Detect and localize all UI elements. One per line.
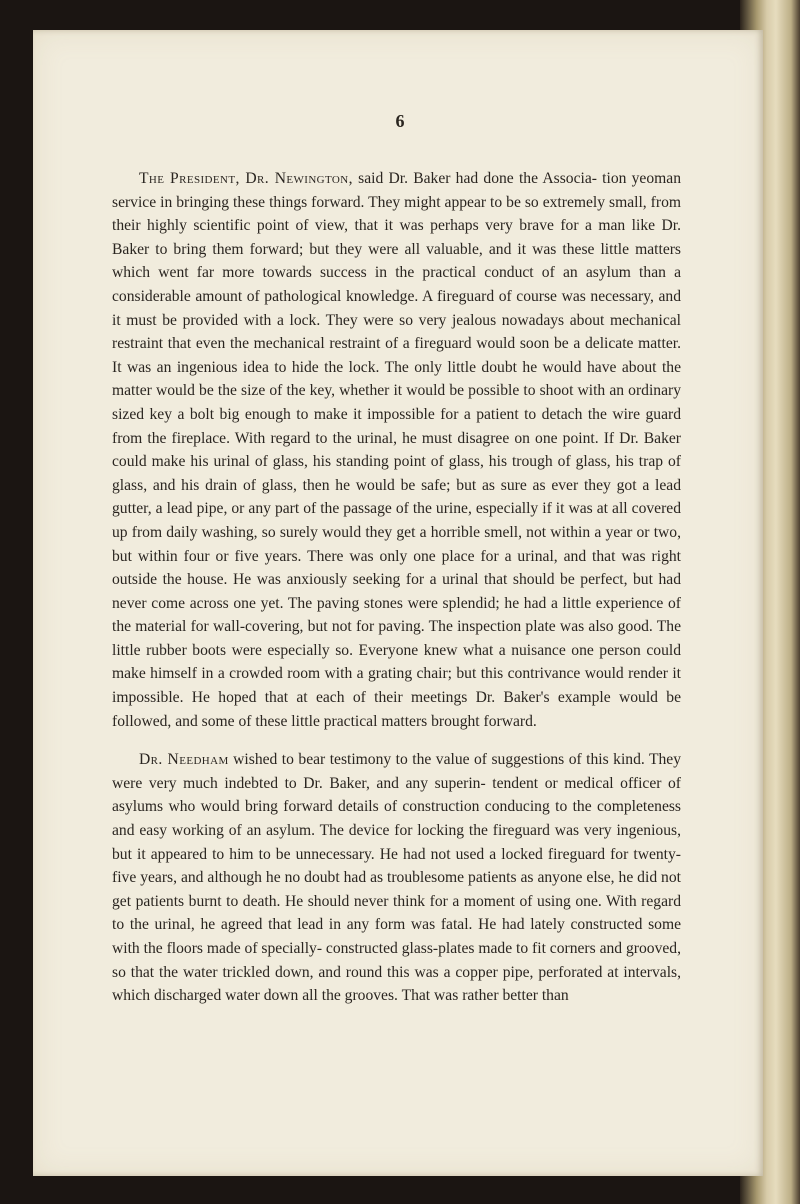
page-number: 6 (395, 111, 405, 131)
paragraph-needham (112, 748, 681, 1008)
speaker-name: The President, Dr. Newington, (139, 170, 353, 187)
body-text (112, 167, 681, 1008)
speaker-name: Dr. Needham (139, 751, 229, 769)
paragraph-text: said Dr. Baker had done the Associa- tion yeoman service in bringing these things forward. They might appear to be so extremely small, from their highly scientific point of view, that it was perhaps very brave for a man like Dr. Baker to bring them forward; but they were all valuable, and it was these little matters which went far more towards success in the practical conduct of an asylum than a considerable amount of pathological knowledge. A fireguard of course was necessary, and it must be provided with a lock. They were so very jealous nowadays about mechanical restraint that even the mechanical restraint of a fireguard would soon be a delicate matter. It was an ingenious idea to hide the lock. The only little doubt he would have about the matter would be the size of the key, whether it would be possible to shoot with an ordinary sized key a bolt big enough to make it impossible for a patient to detach the wire guard from the fireplace. With regard to the urinal, he must disagree on one point. If Dr. Baker could make his urinal of glass, his standing point of glass, his trough of glass, his trap of glass, and his drain of glass, then he would be safe; but as sure as ever they got a lead gutter, a lead pipe, or any part of the passage of the urine, especially if it was at all covered up from daily washing, so surely would they get a horrible smell, not within a year or two, but within four or five years. There was only one place for a urinal, and that was right outside the house. He was anxiously seeking for a urinal that should be perfect, but had never come across one yet. The paving stones were splendid; he had a little experience of the material for wall-covering, but not for paving. The inspection plate was also good. The little rubber boots were especially so. Everyone knew what a nuisance one person could make himself in a crowded room with a grating chair; but this contrivance would render it impossible. He hoped that at each of their meetings Dr. Baker's example would be followed, and some of these little practical matters brought forward. (112, 170, 682, 730)
paragraph-president (112, 167, 681, 733)
paragraph-text: wished to bear testimony to the value of suggestions of this kind. They were very much indebted to Dr. Baker, and any superin- tendent or medical officer of asylums who would bring forward details of construction conducing to the completeness and easy working of an asylum. The device for locking the fireguard was very ingenious, but it appeared to him to be unnecessary. He had not used a locked fireguard for twenty-five years, and although he no doubt had as troublesome patients as anyone else, he did not get patients burnt to death. He should never think for a moment of using one. With regard to the urinal, he agreed that lead in any form was fatal. He had lately constructed some with the floors made of specially- constructed glass-plates made to fit corners and grooved, so that the water trickled down, and round this was a copper pipe, perforated at intervals, which discharged water down all the grooves. That was rather better than (112, 751, 682, 1005)
